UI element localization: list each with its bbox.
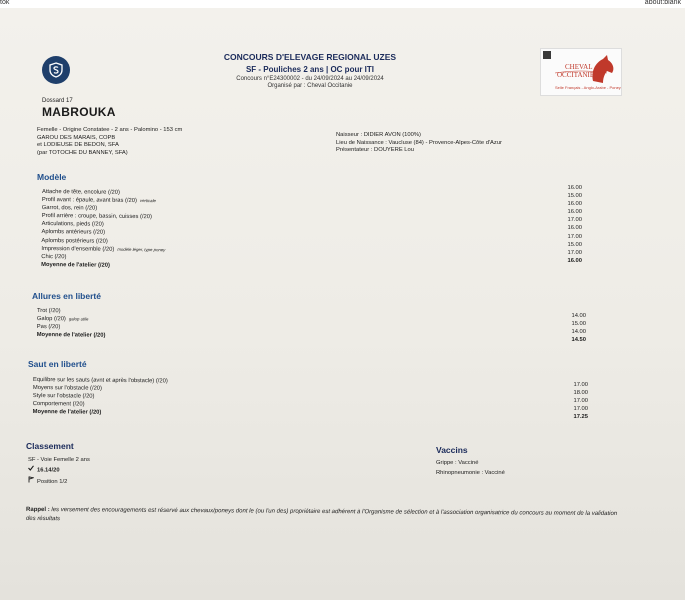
criterion-label: Trot (/20) <box>36 307 61 315</box>
presentateur: Présentateur : DOUYERE Lou <box>336 147 414 154</box>
criterion-value: 14.00 <box>571 313 586 319</box>
browser-strip-right-text: about:blank <box>644 0 681 6</box>
classement-category: SF - Voie Femelle 2 ans <box>28 457 90 463</box>
horse-sire: GAROU DES MARAIS, COPB <box>37 134 116 141</box>
criterion-value: 15.00 <box>571 321 586 328</box>
criterion-value: 16.00 <box>567 209 582 216</box>
browser-strip-left-text: tok <box>0 0 10 6</box>
dossard-number: Dossard 17 <box>42 98 73 104</box>
classement-score-row <box>28 465 90 476</box>
average-row <box>37 331 106 340</box>
criterion-value: 15.00 <box>567 241 582 248</box>
criterion-value: 17.00 <box>573 398 588 405</box>
criterion-label: Comportement (/20) <box>32 401 85 408</box>
competition-organizer: Organisé par : Cheval Occitanie <box>267 83 353 89</box>
horse-description: Femelle - Origine Constatee - 2 ans - Palomino - 153 cm <box>37 127 183 133</box>
vaccins-title: Vaccins <box>436 445 468 455</box>
criterion-label: Aplombs antérieurs (/20) <box>41 229 106 237</box>
horse-name: MABROUKA <box>42 105 116 119</box>
rappel-note <box>26 506 626 528</box>
rappel-text: les versement des encouragements est réservé aux chevaux/poneys dont le (ou l'un des) propriétaire est adhérent à l'Organisme de sélection et à l'association organisatrice du concours au moment de la validation des résultats <box>25 507 618 523</box>
section-title-allures: Allures en liberté <box>32 291 101 301</box>
competition-title: CONCOURS D'ELEVAGE REGIONAL UZES <box>223 52 397 62</box>
criterion-value: 17.00 <box>567 249 582 256</box>
section-title-saut: Saut en liberté <box>28 359 87 369</box>
horse-pedigree <box>37 127 182 157</box>
flag-icon <box>28 476 34 487</box>
rappel-label: Rappel : <box>26 506 50 514</box>
criterion-label: Moyens sur l'obstacle (/20) <box>32 385 102 392</box>
saut-criteria <box>33 376 168 418</box>
average-label: Moyenne de l'atelier (/20) <box>32 409 102 417</box>
criterion-value: 17.00 <box>567 217 582 224</box>
competition-subtitle: SF - Pouliches 2 ans | OC pour ITI <box>245 65 375 74</box>
sire-logo <box>42 56 70 84</box>
vaccin-rhino: Rhinopneumonie : Vacciné <box>436 469 505 476</box>
criterion-note: verticale <box>139 198 156 204</box>
criterion-label: Profil arrière : croupe, bassin, cuisses (/20) <box>41 213 152 221</box>
criterion-note: modèle léger, type poney <box>117 246 166 252</box>
horse-dam: et LODIEUSE DE BEDON, SFA <box>37 142 119 149</box>
criterion-value: 17.00 <box>567 233 582 240</box>
criterion-value: 17.00 <box>573 382 588 388</box>
vaccins-body <box>436 459 505 478</box>
criterion-label: Pas (/20) <box>36 324 61 331</box>
allures-criteria <box>37 307 106 340</box>
check-icon <box>28 465 34 475</box>
vaccin-grippe: Grippe : Vacciné <box>436 460 479 466</box>
horse-dam-sire: (par TOTOCHE DU BANNEY, SFA) <box>37 149 128 156</box>
logo-line2: OCCITANIE <box>557 71 595 79</box>
criterion-note: galop utile <box>68 316 89 322</box>
naisseur: Naisseur : DIDIER AVON (100%) <box>336 132 421 138</box>
criterion-value: 15.00 <box>567 193 582 200</box>
average-value: 14.50 <box>571 337 586 344</box>
average-row <box>41 261 165 270</box>
criterion-value: 17.00 <box>573 406 588 413</box>
classement-body <box>28 456 90 487</box>
classement-title: Classement <box>26 441 74 451</box>
average-label: Moyenne de l'atelier (/20) <box>41 261 110 269</box>
document-header <box>180 52 440 89</box>
criterion-value: 16.00 <box>567 185 582 191</box>
modele-values <box>552 184 582 265</box>
allures-values <box>556 312 586 344</box>
document-sheet <box>0 8 685 600</box>
criterion-label: Articulations, pieds (/20) <box>41 221 104 229</box>
criterion-label: Aplombs postérieurs (/20) <box>41 237 108 245</box>
browser-strip <box>0 0 685 8</box>
average-value: 17.25 <box>573 414 588 421</box>
criterion-value: 14.00 <box>571 329 586 336</box>
logo-line1: CHEVAL <box>565 63 593 71</box>
criterion-label: Chic (/20) <box>41 253 67 261</box>
criterion-label: Style sur l'obstacle (/20) <box>32 393 95 400</box>
criterion-label: Garrot, dos, rein (/20) <box>41 205 98 212</box>
criterion-label: Attache de tête, encolure (/20) <box>41 188 120 196</box>
criterion-label: Galop (/20) <box>36 316 66 323</box>
section-title-modele: Modèle <box>37 172 67 182</box>
criterion-label: Equilibre sur les sauts (avnt et après l'obstacle) (/20) <box>32 376 168 385</box>
breeder-info <box>336 132 502 155</box>
average-row <box>33 408 168 418</box>
classement-score: 16.14/20 <box>37 467 60 474</box>
cheval-occitanie-logo <box>540 48 622 96</box>
classement-position-row <box>28 476 90 487</box>
saut-values <box>558 381 588 421</box>
criterion-label: Impression d'ensemble (/20) <box>41 245 115 253</box>
shield-icon <box>49 62 63 78</box>
modele-criteria <box>41 188 166 270</box>
logo-text <box>557 63 594 79</box>
logo-subline: Selle Français - Anglo-Arabe - Poney <box>555 85 621 90</box>
criterion-value: 16.00 <box>567 225 582 232</box>
competition-dates: Concours n°E24300002 - du 24/09/2024 au 24/09/2024 <box>236 76 384 82</box>
criterion-label: Profil avant : épaule, avant bras (/20) <box>41 197 137 205</box>
average-value: 16.00 <box>567 257 582 264</box>
lieu-naissance: Lieu de Naissance : Vaucluse (84) - Provence-Alpes-Côte d'Azur <box>336 139 502 146</box>
criterion-value: 16.00 <box>567 201 582 208</box>
average-label: Moyenne de l'atelier (/20) <box>36 332 106 339</box>
classement-position: Position 1/2 <box>37 478 68 485</box>
criterion-value: 18.00 <box>573 390 588 397</box>
